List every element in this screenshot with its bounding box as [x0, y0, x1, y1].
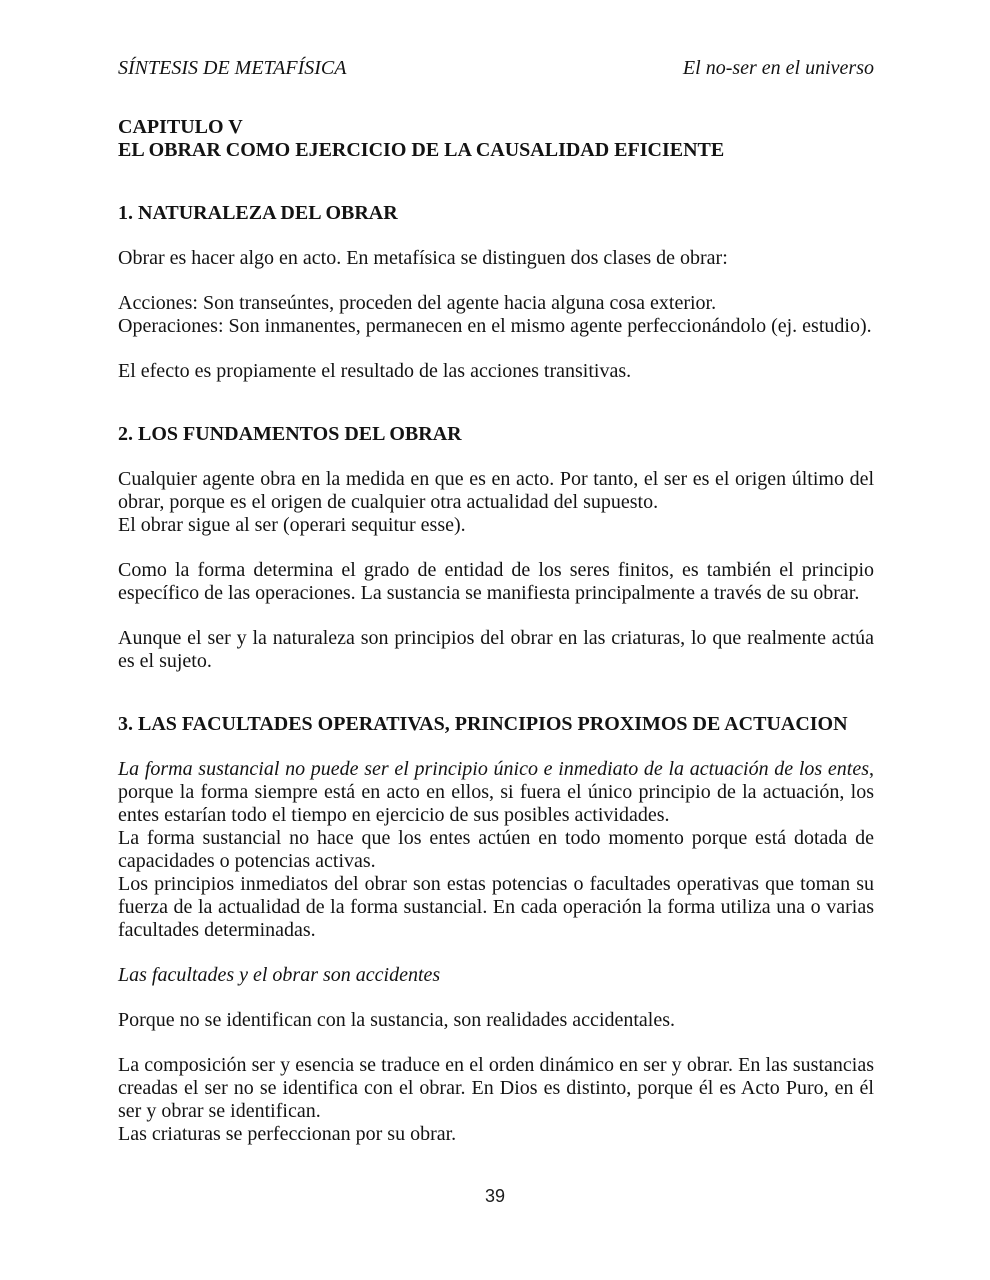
section-1 — [118, 202, 874, 383]
section-3-subheading: Las facultades y el obrar son accidentes — [118, 964, 441, 986]
running-header — [118, 57, 874, 80]
chapter-title — [118, 116, 874, 162]
section-2-paragraph-operari: El obrar sigue al ser (operari sequitur esse). — [118, 514, 466, 536]
page-number: 39 — [484, 1186, 506, 1206]
section-1-paragraph-efecto: El efecto es propiamente el resultado de las acciones transitivas. — [118, 360, 632, 382]
section-1-heading: 1. NATURALEZA DEL OBRAR — [118, 202, 398, 224]
section-3-paragraph-3: Los principios inmediatos del obrar son estas potencias o facultades operativas que toman su fuerza de la actualidad de la forma sustancial. En cada operación la forma utiliza una o varias facultades determinadas. — [118, 873, 874, 941]
section-3-paragraph-2: La forma sustancial no hace que los entes actúen en todo momento porque está dotada de capacidades o potencias activas. — [118, 827, 874, 872]
section-2 — [118, 423, 874, 673]
section-2-paragraph-2: Como la forma determina el grado de entidad de los seres finitos, es también el principio específico de las operaciones. La sustancia se manifiesta principalmente a través de su obrar. — [118, 559, 874, 604]
section-1-paragraph-operaciones: Operaciones: Son inmanentes, permanecen en el mismo agente perfeccionándolo (ej. estudio). — [118, 315, 872, 337]
section-3-paragraph-5: La composición ser y esencia se traduce en el orden dinámico en ser y obrar. En las sustancias creadas el ser no se identifica con el obrar. En Dios es distinto, porque él es Acto Puro, en él ser y obrar se identifican. — [118, 1054, 874, 1122]
section-2-paragraph-3: Aunque el ser y la naturaleza son principios del obrar en las criaturas, lo que realmente actúa es el sujeto. — [118, 627, 874, 672]
section-3-heading: 3. LAS FACULTADES OPERATIVAS, PRINCIPIOS PROXIMOS DE ACTUACION — [118, 713, 848, 735]
section-2-paragraph-1: Cualquier agente obra en la medida en que es en acto. Por tanto, el ser es el origen último del obrar, porque es el origen de cualquier otra actualidad del supuesto. — [118, 468, 874, 513]
section-3-paragraph-1 — [118, 758, 874, 827]
chapter-heading: EL OBRAR COMO EJERCICIO DE LA CAUSALIDAD EFICIENTE — [118, 139, 725, 161]
section-1-paragraph-acciones: Acciones: Son transeúntes, proceden del agente hacia alguna cosa exterior. — [118, 292, 717, 314]
section-1-paragraph-1: Obrar es hacer algo en acto. En metafísica se distinguen dos clases de obrar: — [118, 247, 728, 269]
section-3-paragraph-6: Las criaturas se perfeccionan por su obrar. — [118, 1123, 457, 1145]
page-content — [118, 0, 874, 1146]
italic-lead-clause: La forma sustancial no puede ser el principio único e inmediato de la actuación de los entes — [118, 758, 869, 780]
running-header-left: SÍNTESIS DE METAFÍSICA — [118, 57, 347, 79]
chapter-number: CAPITULO V — [118, 116, 243, 138]
section-3-paragraph-4: Porque no se identifican con la sustancia, son realidades accidentales. — [118, 1009, 676, 1031]
running-header-right: El no-ser en el universo — [682, 57, 874, 79]
section-2-heading: 2. LOS FUNDAMENTOS DEL OBRAR — [118, 423, 462, 445]
paragraph-continuation: , porque la forma siempre está en acto en ellos, si fuera el único principio de la actuación, los entes estarían todo el tiempo en ejercicio de sus posibles actividades. — [118, 758, 874, 826]
section-3 — [118, 713, 874, 1146]
